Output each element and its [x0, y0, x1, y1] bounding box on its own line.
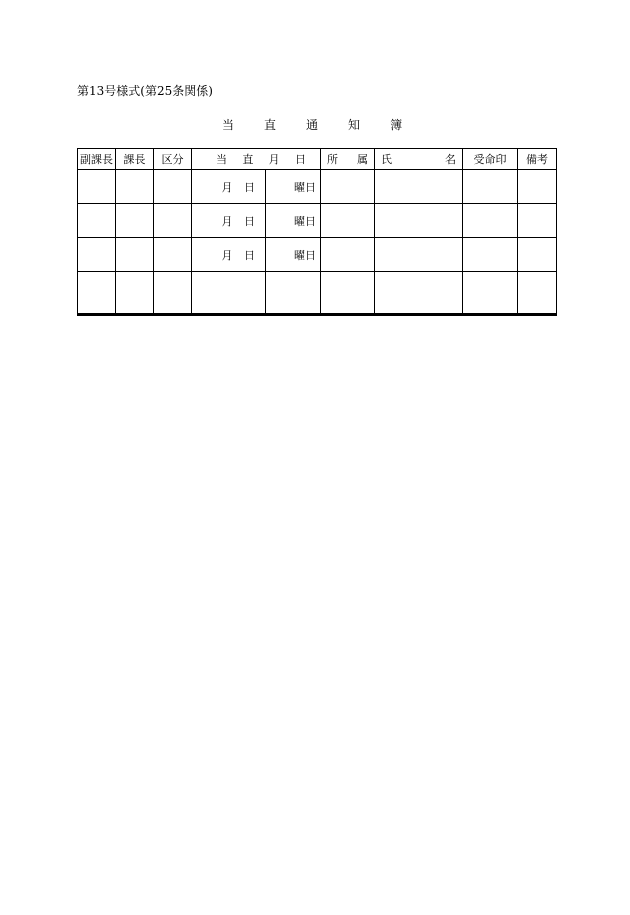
date-label [218, 249, 260, 262]
month-label: 月 [221, 248, 233, 262]
header-chief: 課長 [116, 149, 154, 170]
vice-chief-cell[interactable] [78, 204, 116, 238]
weekday-cell[interactable] [266, 204, 321, 238]
remarks-cell[interactable] [518, 170, 557, 204]
table-row [78, 170, 557, 204]
date-cell[interactable] [192, 170, 266, 204]
chief-cell[interactable] [116, 204, 154, 238]
chief-cell[interactable] [116, 238, 154, 272]
header-duty-date-char: 月 [268, 153, 280, 166]
chief-cell[interactable] [116, 170, 154, 204]
name-cell[interactable] [375, 170, 463, 204]
title-char: 直 [264, 118, 277, 132]
remarks-cell[interactable] [518, 272, 557, 315]
remarks-cell[interactable] [518, 204, 557, 238]
weekday-cell[interactable] [266, 272, 321, 315]
weekday-cell[interactable] [266, 238, 321, 272]
name-cell[interactable] [375, 238, 463, 272]
department-cell[interactable] [321, 272, 375, 315]
department-cell[interactable] [321, 170, 375, 204]
header-department-char: 所 [327, 153, 338, 166]
header-duty-date-char: 日 [294, 153, 306, 166]
document-title [222, 118, 402, 132]
name-cell[interactable] [375, 272, 463, 315]
header-receipt-seal: 受命印 [463, 149, 518, 170]
category-cell[interactable] [154, 170, 192, 204]
duty-notice-table [77, 148, 557, 316]
header-department [321, 149, 375, 170]
header-vice-chief: 副課長 [78, 149, 116, 170]
category-cell[interactable] [154, 204, 192, 238]
table-row [78, 204, 557, 238]
receipt-seal-cell[interactable] [463, 204, 518, 238]
date-cell[interactable] [192, 272, 266, 315]
receipt-seal-cell[interactable] [463, 272, 518, 315]
day-label: 日 [244, 248, 255, 262]
weekday-label: 曜日 [294, 180, 316, 194]
title-char: 当 [222, 118, 235, 132]
receipt-seal-cell[interactable] [463, 238, 518, 272]
title-char: 簿 [390, 118, 403, 132]
vice-chief-cell[interactable] [78, 170, 116, 204]
weekday-label: 曜日 [294, 214, 316, 228]
date-label [218, 215, 260, 228]
month-label: 月 [221, 180, 233, 194]
header-duty-date-char: 当 [216, 153, 227, 166]
receipt-seal-cell[interactable] [463, 170, 518, 204]
department-cell[interactable] [321, 238, 375, 272]
category-cell[interactable] [154, 272, 192, 315]
title-char: 知 [348, 118, 361, 132]
name-cell[interactable] [375, 204, 463, 238]
header-duty-date [192, 149, 321, 170]
header-row [78, 149, 557, 170]
header-name-char: 名 [445, 153, 456, 166]
day-label: 日 [244, 180, 255, 194]
department-cell[interactable] [321, 204, 375, 238]
date-cell[interactable] [192, 238, 266, 272]
header-name-char: 氏 [381, 153, 392, 166]
weekday-cell[interactable] [266, 170, 321, 204]
month-label: 月 [221, 214, 233, 228]
header-duty-date-char: 直 [242, 153, 254, 166]
title-char: 通 [306, 118, 319, 132]
header-name [375, 149, 463, 170]
header-department-char: 属 [357, 153, 368, 166]
date-label [218, 181, 260, 194]
header-category: 区分 [154, 149, 192, 170]
vice-chief-cell[interactable] [78, 272, 116, 315]
remarks-cell[interactable] [518, 238, 557, 272]
vice-chief-cell[interactable] [78, 238, 116, 272]
day-label: 日 [244, 214, 255, 228]
table-row [78, 238, 557, 272]
chief-cell[interactable] [116, 272, 154, 315]
weekday-label: 曜日 [294, 248, 316, 262]
header-remarks: 備考 [518, 149, 557, 170]
date-cell[interactable] [192, 204, 266, 238]
table-row [78, 272, 557, 315]
category-cell[interactable] [154, 238, 192, 272]
form-number: 第13号様式(第25条関係) [77, 84, 213, 98]
